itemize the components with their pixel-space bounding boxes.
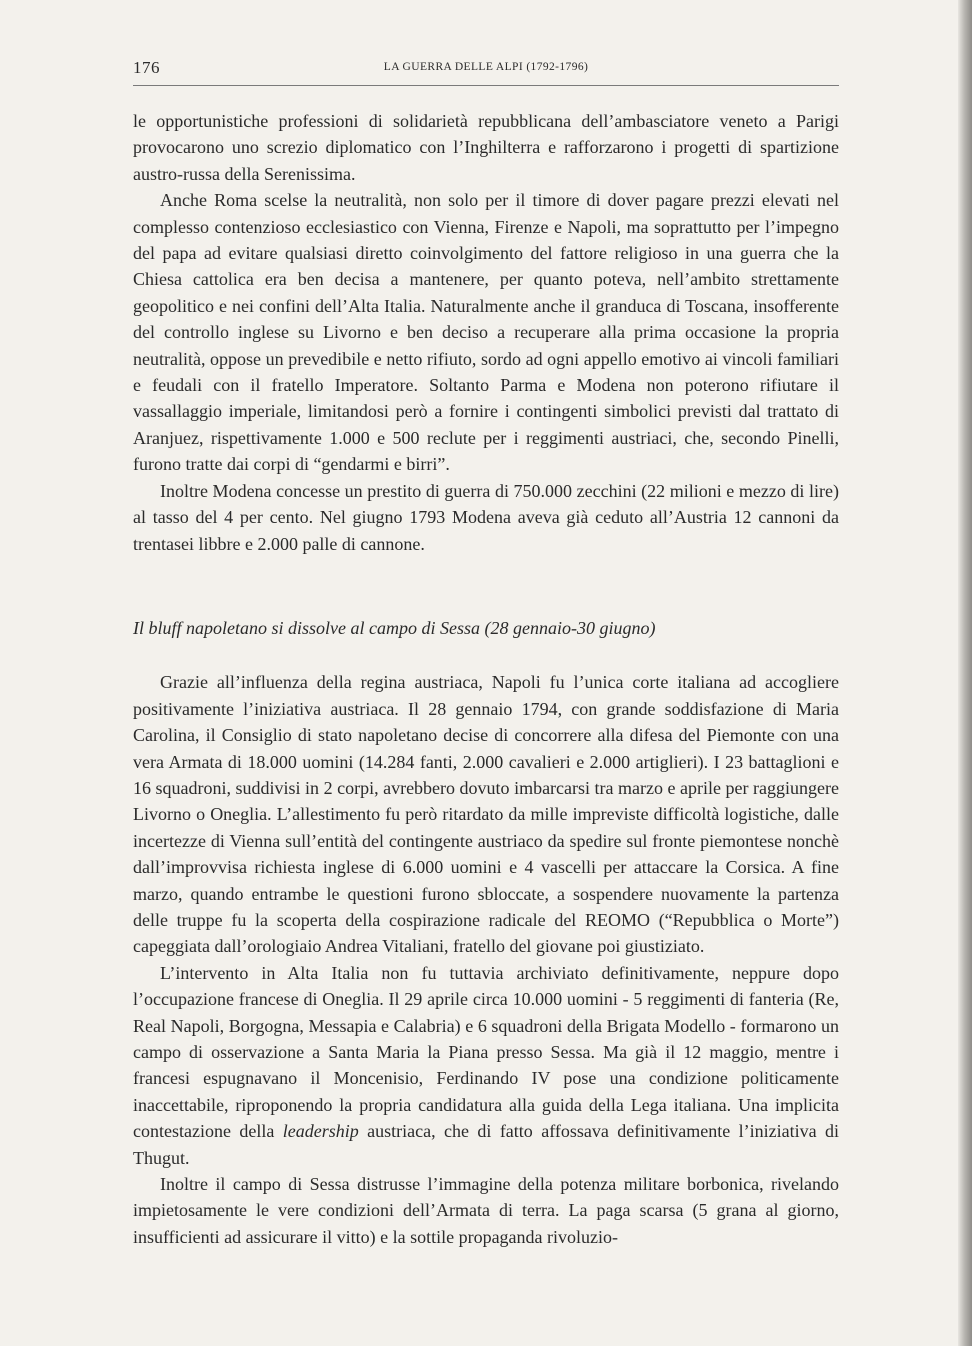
paragraph-5 [133, 960, 839, 1171]
paragraph-4: Grazie all’influenza della regina austriaca, Napoli fu l’unica corte italiana ad accogliere positivamente l’iniziativa austriaca. Il 28 gennaio 1794, con grande soddisfazione di Maria Carolina, il Consiglio di stato napoletano decise di concorrere alla difesa del Piemonte con una vera Armata di 18.000 uomini (14.284 fanti, 2.000 cavalieri e 2.000 artiglieri). I 23 battaglioni e 16 squadroni, suddivisi in 2 corpi, avrebbero dovuto imbarcarsi tra marzo e aprile per raggiungere Livorno o Oneglia. L’allestimento fu però ritardato da mille impreviste difficoltà logistiche, dalle incertezze di Vienna sull’entità del contingente austriaco da spedire sul fronte piemontese nonchè dall’improvvisa richiesta inglese di 6.000 uomini e 4 vascelli per attaccare la Corsica. A fine marzo, quando entrambe le questioni furono sbloccate, a sospendere nuovamente la partenza delle truppe fu la scoperta della cospirazione radicale del REOMO (“Repubblica o Morte”) capeggiata dall’orologiaio Andrea Vitaliani, fratello del giovane poi giustiziato. [133, 672, 839, 957]
paragraph-5-italic-term: leadership [282, 1121, 359, 1142]
paragraph-5-text-after: austriaca, che di fatto affossava definitivamente l’iniziativa di Thugut. [133, 1121, 839, 1168]
paragraph-6: Inoltre il campo di Sessa distrusse l’immagine della potenza militare borbonica, rivelando impietosamente le vere condizioni dell’Armata di terra. La paga scarsa (5 grana al giorno, insufficienti ad assicurare il vitto) e la sottile propaganda rivoluzio- [133, 1174, 839, 1247]
page-edge-shadow [958, 0, 972, 1346]
page-header [133, 58, 839, 82]
section-heading: Il bluff napoletano si dissolve al campo di Sessa (28 gennaio-30 giugno) [133, 617, 656, 638]
paragraph-1: le opportunistiche professioni di solidarietà repubblicana dell’ambasciatore veneto a Parigi provocarono uno screzio diplomatico con l’Inghilterra e rafforzarono i progetti di spartizione austro-russa della Serenissima. [133, 111, 839, 184]
paragraph-3: Inoltre Modena concesse un prestito di guerra di 750.000 zecchini (22 milioni e mezzo di lire) al tasso del 4 per cento. Nel giugno 1793 Modena aveva già ceduto all’Austria 12 cannoni da trentasei libbre e 2.000 palle di cannone. [133, 480, 839, 554]
header-rule [133, 85, 839, 86]
paragraph-5-text-before: L’intervento in Alta Italia non fu tuttavia archiviato definitivamente, neppure dopo l’occupazione francese di Oneglia. Il 29 aprile circa 10.000 uomini - 5 reggimenti di fanteria (Re, Real Napoli, Borgogna, Messapia e Calabria) e 6 squadroni della Brigata Modello - formarono un campo di osservazione a Santa Maria la Piana presso Sessa. Ma già il 12 maggio, mentre i francesi espugnavano il Moncenisio, Ferdinando IV pose una condizione politicamente inaccettabile, riproponendo la propria candidatura alla guida della Lega italiana. Una implicita contestazione della [133, 962, 839, 1142]
running-title: LA GUERRA DELLE ALPI (1792-1796) [383, 61, 589, 73]
page-number: 176 [133, 58, 160, 77]
body-text [133, 108, 839, 1250]
paragraph-2: Anche Roma scelse la neutralità, non solo per il timore di dover pagare prezzi elevati nel complesso contenzioso ecclesiastico con Vienna, Firenze e Napoli, ma soprattutto per l’impegno del papa ad evitare qualsiasi diretto coinvolgimento del fattore religioso in una guerra che la Chiesa cattolica era ben decisa a mantenere, per quanto poteva, nell’ambito strettamente geopolitico e nei confini dell’Alta Italia. Naturalmente anche il granduca di Toscana, insofferente del controllo inglese su Livorno e ben deciso a recuperare alla prima occasione la propria neutralità, oppose un prevedibile e netto rifiuto, sordo ad ogni appello emotivo ai vincoli familiari e feudali con il fratello Imperatore. Soltanto Parma e Modena non poterono rifiutare il vassallaggio imperiale, limitandosi però a fornire i contingenti simbolici previsti dal trattato di Aranjuez, rispettivamente 1.000 e 500 reclute per i reggimenti austriaci, che, secondo Pinelli, furono tratte dai corpi di “gendarmi e birri”. [133, 190, 839, 475]
